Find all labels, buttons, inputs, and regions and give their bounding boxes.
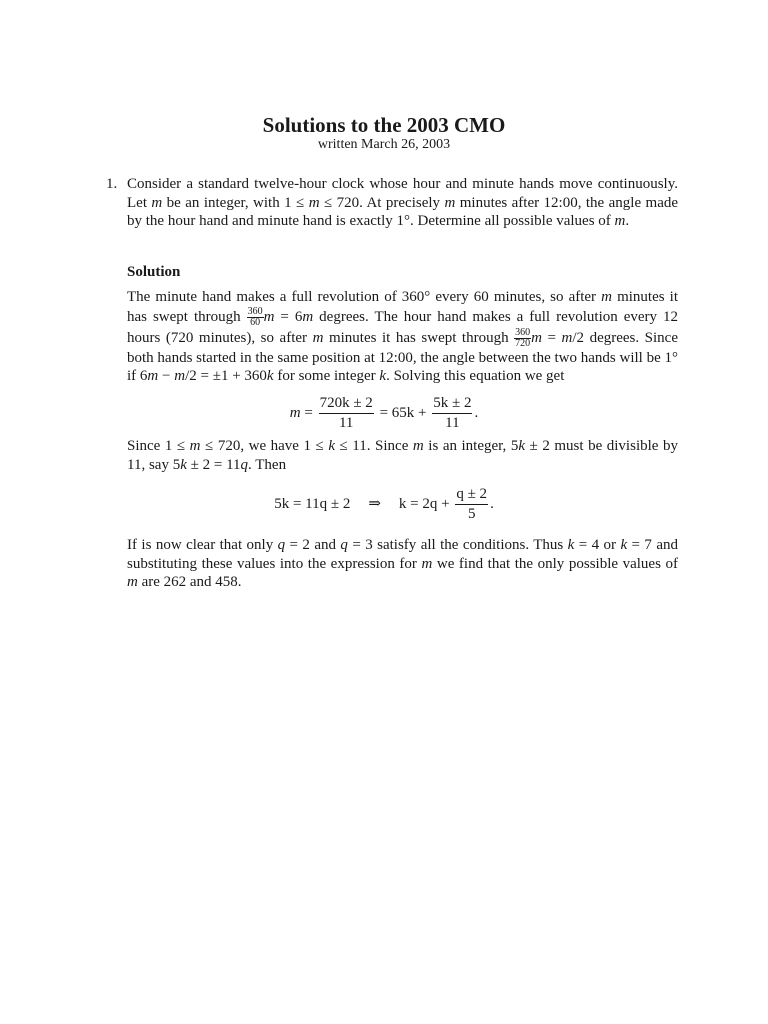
equation-text: = 65k + [375,404,431,421]
fraction-360-720 [514,328,531,349]
problem-number: 1. [106,176,118,192]
var-m: m [289,404,301,421]
text-run: for some integer [273,368,380,385]
var-k: k [266,368,274,385]
text-run: ≤ 720. At precisely [319,194,445,211]
text-run: ≤ 11. Since [334,438,413,454]
var-m: m [312,329,324,346]
text-run: . Solving this equation we get [386,368,565,385]
text-run: be an integer, with 1 ≤ [162,194,309,211]
var-m: m [127,574,138,591]
text-run: minutes it has swept through [127,289,678,325]
text-run: = 2 and [285,537,341,553]
text-run: are 262 and 458. [137,574,242,591]
var-m: m [174,368,186,385]
text-run: degrees. The hour hand makes a full revolution every 12 hours (720 minutes), so after [127,308,678,346]
text-run: = 6 [274,308,303,325]
text-run: Consider a standard twelve-hour clock whose hour and minute hands move continuously. Let [127,176,678,211]
fraction-denominator: 720 [515,337,531,349]
document-date: written March 26, 2003 [317,137,451,152]
equation-k [0,487,768,522]
problem-statement [127,175,678,231]
var-m: m [614,213,626,230]
equation-text: = [300,404,317,421]
implies-arrow: ⇒ [368,495,381,512]
var-m: m [421,555,433,572]
var-k: k [379,368,387,385]
fraction-360-60 [247,307,264,328]
var-m: m [189,438,201,454]
text-run: = 7 and substituting these values into the expression for [127,537,678,572]
var-m: m [263,308,275,325]
equation-text: . [474,404,479,421]
text-run: Since 1 ≤ [127,438,190,454]
solution-paragraph-2 [127,437,678,474]
text-run: If is now clear that only [127,537,278,553]
fraction-5k [432,396,472,431]
solution-paragraph-3 [127,536,678,592]
var-m: m [302,308,314,325]
solution-paragraph-1 [127,288,678,386]
equation-text: 5k = 11q ± 2 [274,495,351,512]
var-m: m [444,194,456,211]
text-run: . [625,213,630,230]
text-run: minutes after 12:00, the angle made by the hour hand and minute hand is exactly 1°. Determine all possible values of [127,194,679,230]
fraction-denominator: 60 [250,316,261,328]
text-run: = 3 satisfy all the conditions. Thus [347,537,568,553]
var-k: k [180,456,187,473]
document-title: Solutions to the 2003 CMO [262,113,506,137]
fraction-numerator: 360 [515,326,531,338]
var-q: q [340,537,348,553]
text-run: is an integer, 5 [423,438,519,454]
text-run: The minute hand makes a full revolution of 360° every 60 minutes, so after [127,289,602,305]
text-run: ± 2 = 11 [186,456,241,473]
fraction-q [455,487,488,522]
fraction-denominator: 5 [467,506,476,522]
text-run: we find that the only possible values of [432,555,678,572]
text-run: ≤ 720, we have 1 ≤ [200,438,329,454]
var-m: m [412,438,424,454]
fraction-numerator: 720k ± 2 [319,396,374,414]
fraction-720k [319,396,374,431]
var-m: m [151,194,163,211]
text-run: − [158,368,175,385]
var-m: m [601,289,612,305]
var-m: m [531,329,542,346]
var-k: k [328,438,335,454]
fraction-denominator: 11 [338,415,354,431]
solution-heading: Solution [127,264,181,280]
text-run: = [541,329,562,346]
text-run: . Then [248,456,287,473]
text-run: ± 2 must be divisible by 11, say 5 [127,438,678,473]
fraction-numerator: 5k ± 2 [432,396,472,414]
var-m: m [308,194,320,211]
var-k: k [567,537,575,553]
fraction-numerator: q ± 2 [455,487,488,505]
fraction-denominator: 11 [445,415,460,431]
equation-text: . [490,495,494,512]
var-m: m [561,329,573,346]
fraction-numerator: 360 [247,305,263,317]
var-q: q [277,537,286,553]
equation-text: k = 2q + [398,495,454,512]
equation-m [0,396,768,431]
var-k: k [518,438,526,454]
text-run: /2 = ±1 + 360 [185,368,267,385]
text-run: /2 degrees. Since both hands started in the same position at 12:00, the angle between the two hands will be 1° if 6 [127,329,678,385]
text-run: = 4 or [574,537,621,553]
text-run: minutes it has swept through [323,329,515,346]
var-m: m [147,368,159,385]
var-k: k [620,537,628,553]
problem-1 [108,175,678,231]
var-q: q [240,456,249,473]
